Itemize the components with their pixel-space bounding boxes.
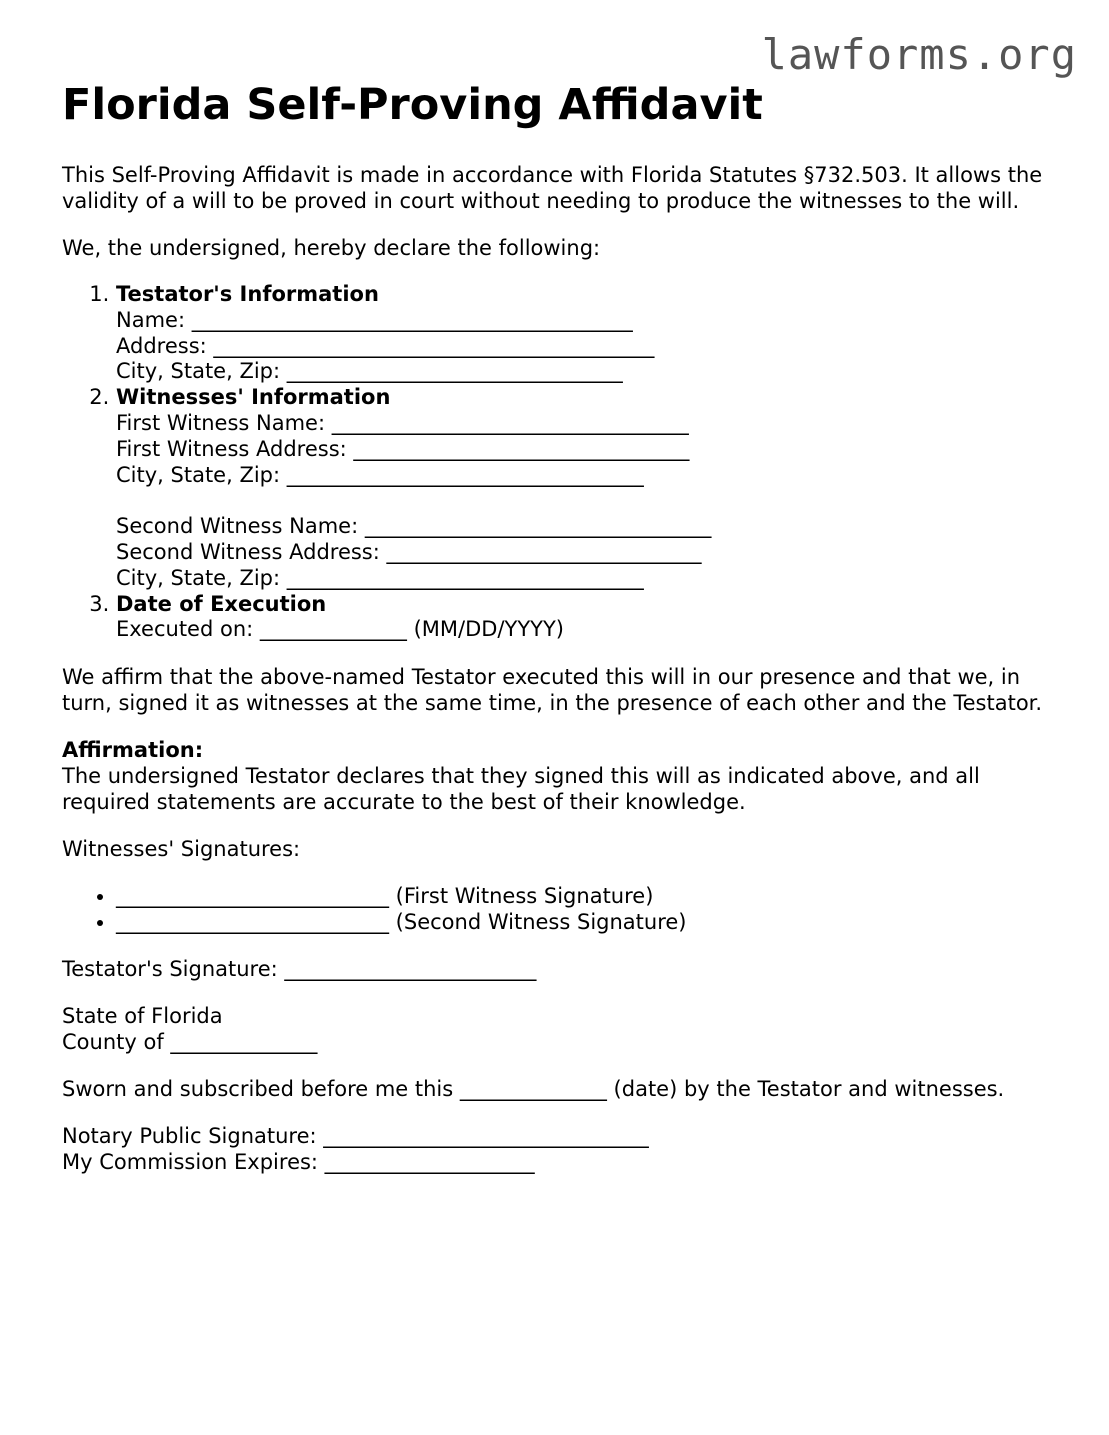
testator-heading: 1. Testator's Information	[116, 282, 379, 306]
second-witness-name-field: Second Witness Name: _________________________________	[116, 514, 712, 539]
declaration-list	[62, 282, 1062, 643]
list-item-execution	[116, 592, 1062, 644]
second-witness-address-field: Second Witness Address: ______________________________	[116, 539, 702, 564]
first-witness-city-field: City, State, Zip: __________________________________	[116, 462, 644, 487]
second-witness-signature-line: • __________________________ (Second Witness Signature)	[116, 909, 1062, 935]
sworn-statement: Sworn and subscribed before me this ______________ (date) by the Testator and witnesses.	[62, 1077, 1005, 1102]
second-witness-city-field: City, State, Zip: __________________________________	[116, 565, 644, 590]
execution-heading: 3. Date of Execution	[116, 591, 327, 616]
document-page	[62, 78, 1062, 1196]
notary-section	[62, 1123, 1062, 1175]
witness-signature-list	[62, 883, 1062, 935]
list-item-testator	[116, 282, 1062, 385]
testator-signature-line: Testator's Signature: ________________________	[62, 957, 537, 982]
first-witness-signature-line: • __________________________ (First Witness Signature)	[116, 883, 1062, 909]
document-title: Florida Self-Proving Affidavit	[62, 80, 763, 130]
affirmation-heading: Affirmation:	[62, 738, 204, 763]
affirm-paragraph: We affirm that the above-named Testator executed this will in our presence and that we, in turn, signed it as witnesses at the same time, in the presence of each other and the Testator.	[62, 665, 1043, 716]
venue-section	[62, 1003, 1062, 1055]
first-witness-name-field: First Witness Name: __________________________________	[116, 410, 689, 435]
witness-signatures-label: Witnesses' Signatures:	[62, 837, 301, 862]
state-text: State of Florida	[62, 1004, 223, 1029]
witnesses-heading: 2. Witnesses' Information	[116, 385, 391, 410]
spacer	[116, 488, 1062, 514]
declare-paragraph: We, the undersigned, hereby declare the following:	[62, 236, 601, 260]
county-line: County of ______________	[62, 1030, 318, 1055]
testator-name-field: Name: __________________________________________	[116, 307, 633, 332]
commission-expires-line: My Commission Expires: ____________________	[62, 1150, 535, 1175]
affirmation-text: The undersigned Testator declares that they signed this will as indicated above, and all required statements are accurate to the best of their knowledge.	[62, 764, 980, 815]
affirmation-section	[62, 737, 1062, 815]
executed-on-field: Executed on: ______________ (MM/DD/YYYY)	[116, 617, 564, 642]
list-item-witnesses	[116, 385, 1062, 591]
notary-signature-line: Notary Public Signature: _______________________________	[62, 1124, 649, 1149]
testator-city-field: City, State, Zip: ________________________________	[116, 359, 623, 384]
watermark-logo: lawforms.org	[761, 30, 1077, 79]
intro-paragraph: This Self-Proving Affidavit is made in accordance with Florida Statutes §732.503. It allows the validity of a will to be proved in court without needing to produce the witnesses to the will.	[62, 163, 1043, 213]
first-witness-address-field: First Witness Address: ________________________________	[116, 436, 690, 461]
testator-address-field: Address: __________________________________________	[116, 333, 655, 358]
